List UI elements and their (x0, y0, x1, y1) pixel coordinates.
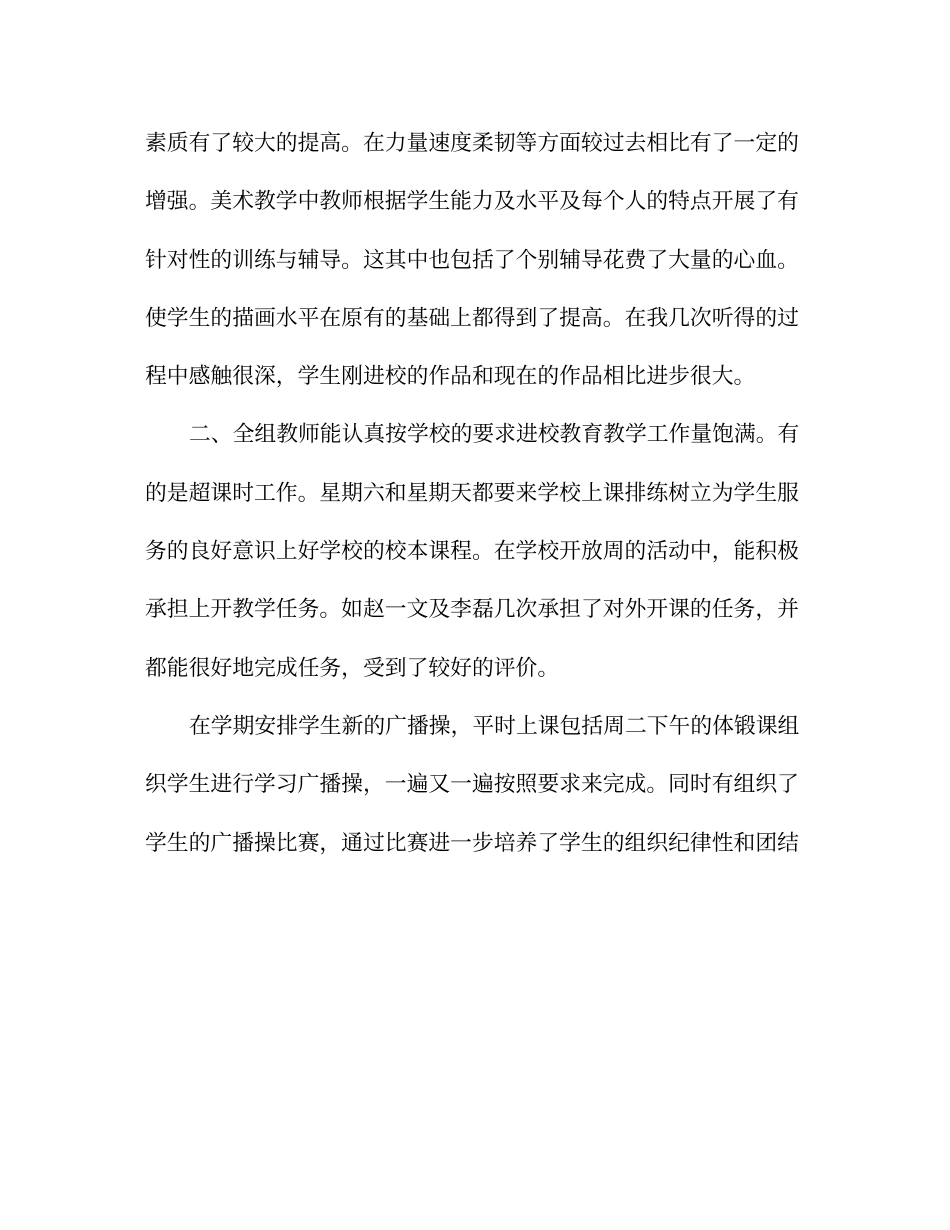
text-line: 务的良好意识上好学校的校本课程。在学校开放周的活动中，能积极 (145, 539, 799, 565)
text-line: 织学生进行学习广播操，一遍又一遍按照要求来完成。同时有组织了 (145, 772, 799, 798)
text-line: 素质有了较大的提高。在力量速度柔韧等方面较过去相比有了一定的 (145, 131, 799, 156)
text-line: 程中感触很深，学生刚进校的作品和现在的作品相比进步很大。 (145, 364, 756, 390)
text-line: 使学生的描画水平在原有的基础上都得到了提高。在我几次听得的过 (145, 305, 799, 331)
text-line: 针对性的训练与辅导。这其中也包括了个别辅导花费了大量的心血。 (145, 247, 799, 273)
text-line: 承担上开教学任务。如赵一文及李磊几次承担了对外开课的任务，并 (145, 597, 799, 623)
text-line: 增强。美术教学中教师根据学生能力及水平及每个人的特点开展了有 (145, 189, 799, 215)
paragraph-start-line: 在学期安排学生新的广播操，平时上课包括周二下午的体锻课组 (189, 713, 800, 739)
document-body (145, 120, 805, 878)
text-line: 的是超课时工作。星期六和星期天都要来学校上课排练树立为学生服 (145, 480, 799, 506)
paragraph-start-line: 二、全组教师能认真按学校的要求进校教育教学工作量饱满。有 (189, 422, 800, 448)
text-line: 都能很好地完成任务，受到了较好的评价。 (145, 655, 560, 681)
text-line: 学生的广播操比赛，通过比赛进一步培养了学生的组织纪律性和团结 (145, 830, 799, 856)
